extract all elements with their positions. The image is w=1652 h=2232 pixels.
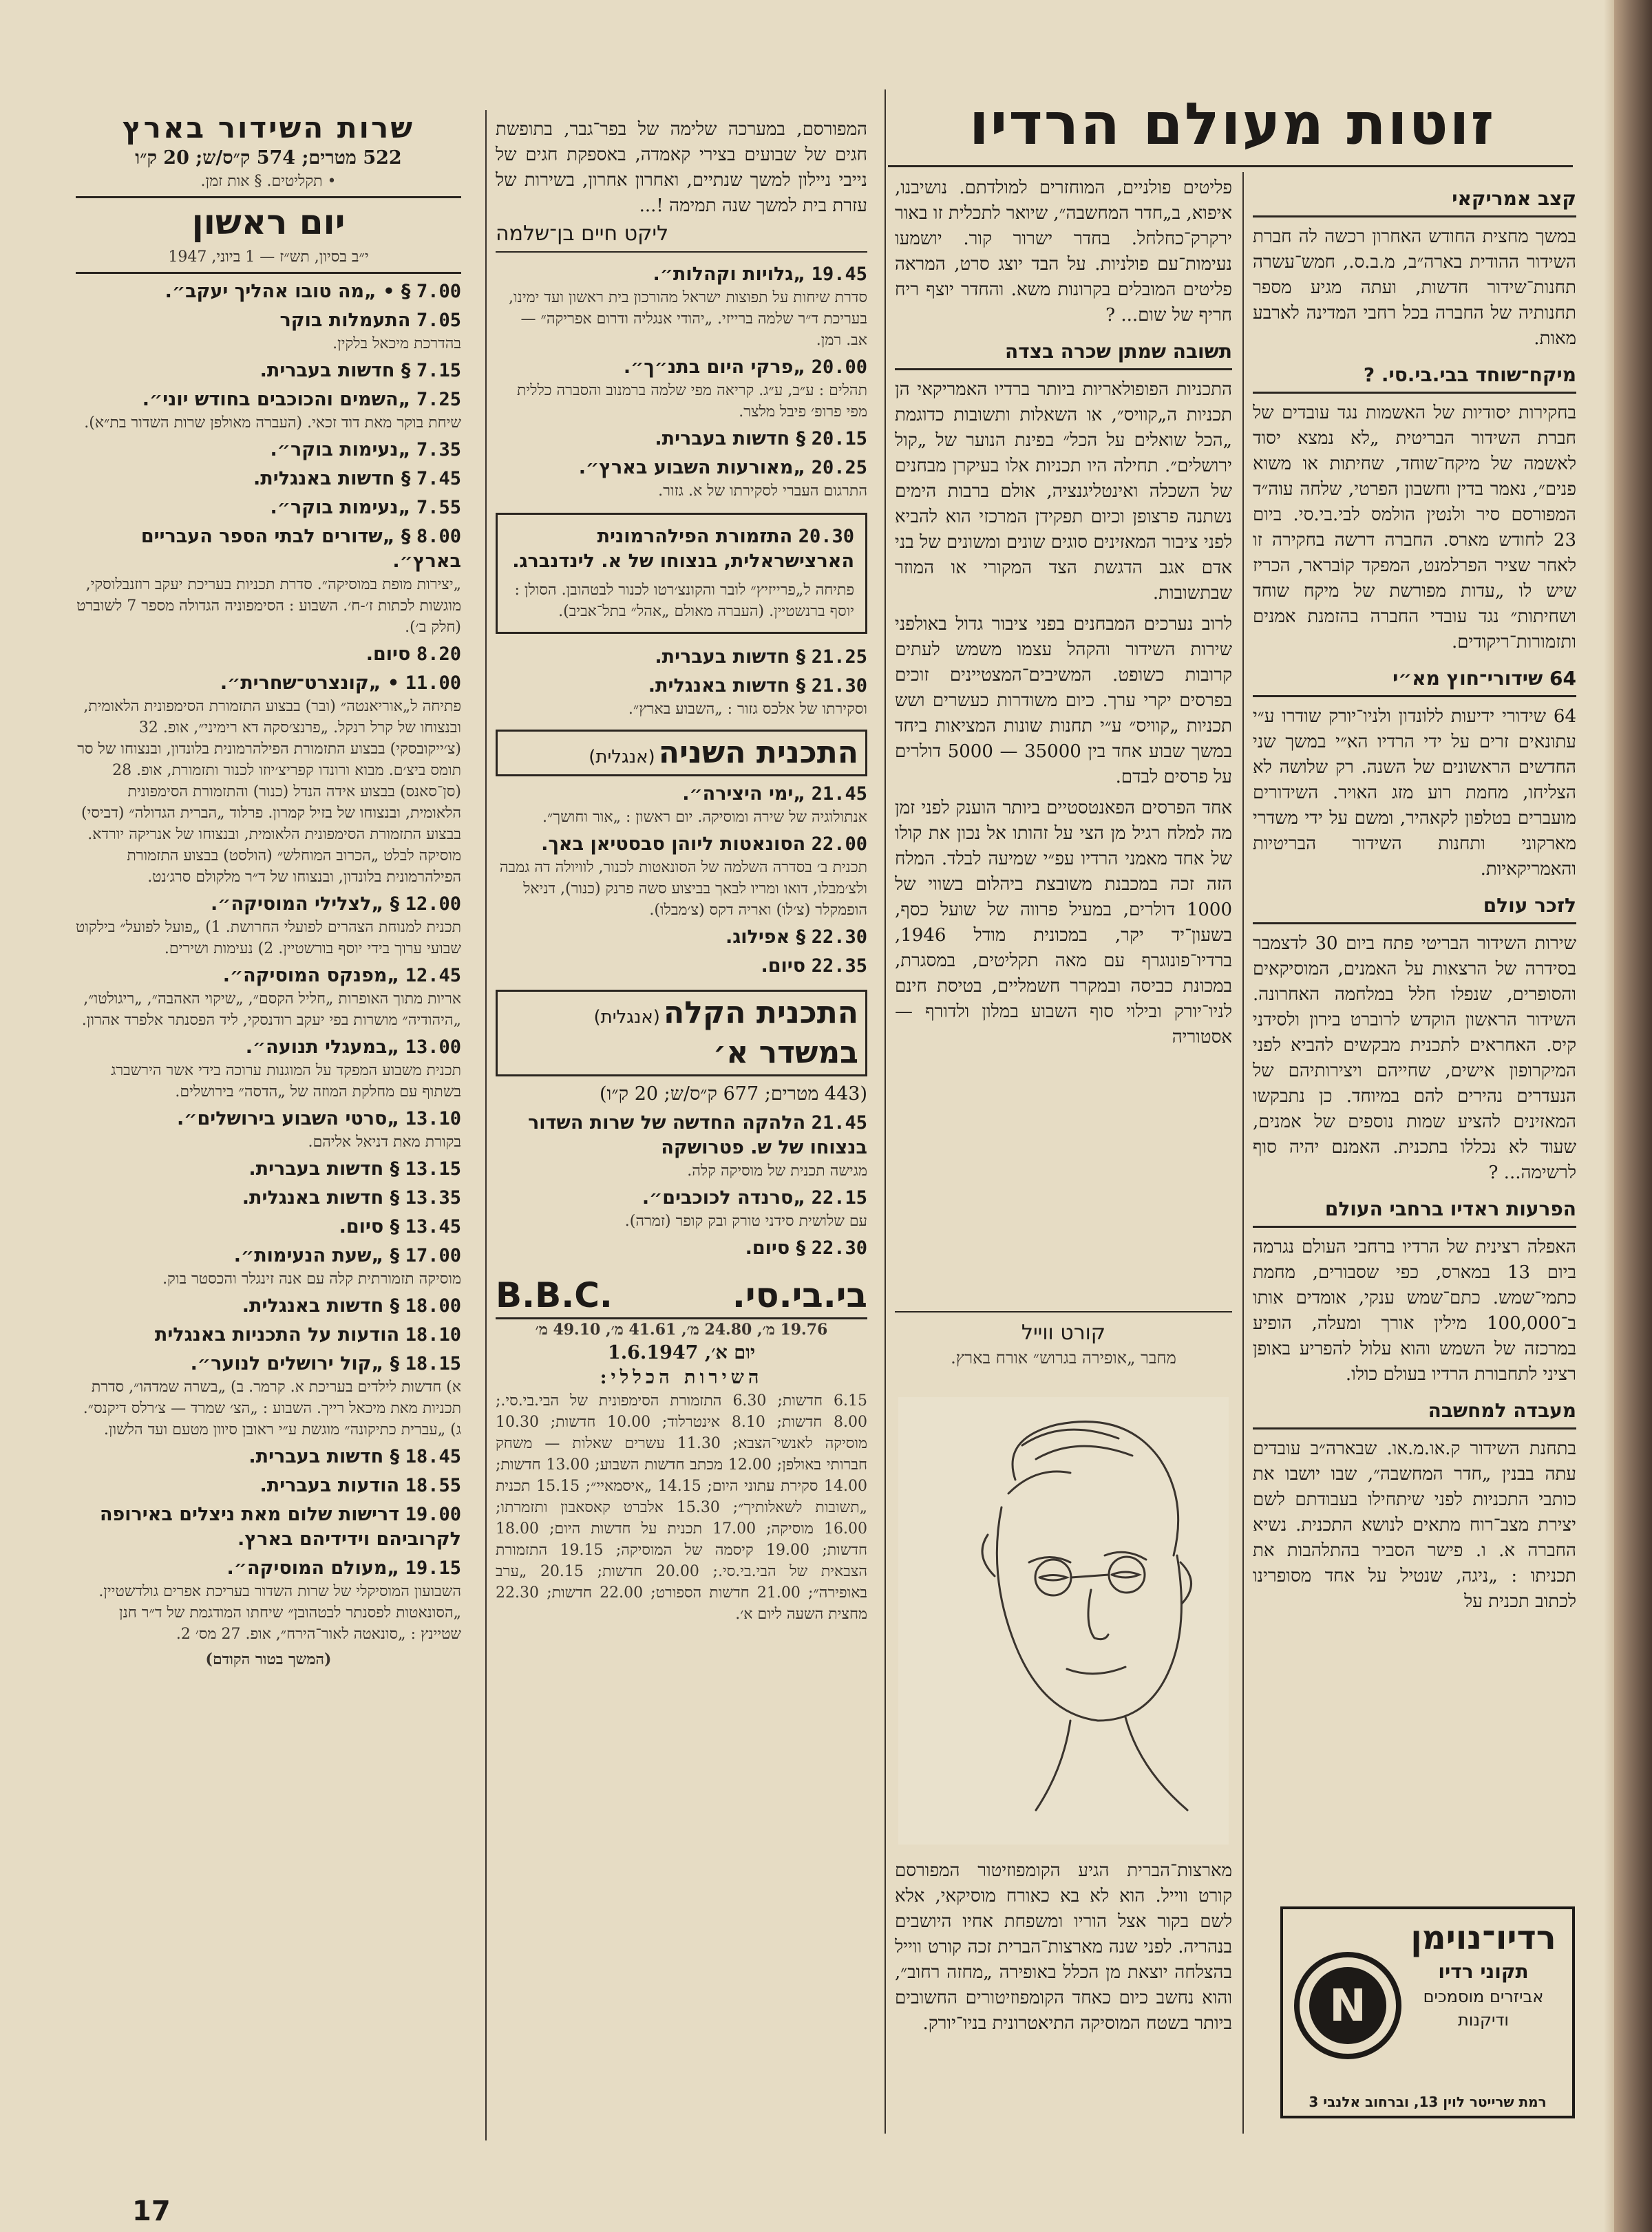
program-title: „השמים והכוכבים בחודש יוני״.	[142, 389, 411, 410]
program-item	[496, 954, 867, 979]
program-title: § • „מה טובו אהליך יעקב״.	[165, 281, 411, 302]
feature-intro: פליטים פולניים, המוחזרים למולדתם. נושיבנו, איפוא, ב„חדר המחשבה״, שיואר לתכלית זו באור ירקרק־כחלחל. בחדר ישרור קור. יושמעו נעימות־עם פולניות. על הבד יוצג סרט, המראה פליטים המובלים בקרונות משא. והחדר יוצף ריח חריף של שום... ?	[895, 178, 1232, 326]
credit-line: ליקט חיים בן־שלמה	[496, 222, 669, 246]
program-title: § חדשות בעברית.	[248, 1446, 400, 1467]
program-title: § אפילוג.	[725, 926, 806, 948]
program-time: 7.00	[416, 281, 461, 302]
program-title: „מפנקס המוסיקה״.	[222, 965, 400, 986]
program-title: § חדשות בעברית.	[260, 360, 411, 381]
program-item	[76, 1556, 461, 1581]
program-desc: שיחת בוקר מאת דוד זכאי. (העברה מאולפן שרות השדור בת״א).	[84, 414, 461, 432]
program-time: 8.20	[416, 644, 461, 665]
program-time: 7.15	[416, 360, 461, 381]
program-time: 20.00	[811, 357, 867, 378]
program-item	[76, 1035, 461, 1060]
program-time: 18.00	[405, 1295, 461, 1317]
program-time: 22.00	[811, 833, 867, 855]
feature-text: לרוב נערכים המבחנים בפני ציבור גדול באולפני שירות השידור והקהל עצמו משמש לעתים קרובות כשופט. המשיבים־המצטיינים זוכים בפרסים יקרי ערך. כיום משודרות כעשרים ושש תכניות „קוויס״ ע״י תחנות שונות המציאות ביחד במשך שבוע אחד בין 35000 — 5000 דולרים על פרסים לבדם.	[895, 614, 1232, 787]
program-item	[76, 308, 461, 333]
program-desc: „יצירות מופת במוסיקה״. סדרת תכניות בעריכת יעקב רוזנבלוסקי, מוגשות לכתות ז׳-ח׳. השבוע : הסימפוניה הגדולה מספר 7 לשוברט (חלק ב׳).	[76, 576, 461, 636]
program-title: • „קונצרט־שחרית״.	[220, 672, 400, 694]
service-freq: 522 מטרים; 574 ק״ס/ש; 20 ק״ו	[135, 147, 402, 169]
program-desc: בהדרכת מיכאל בלקין.	[332, 335, 461, 352]
program-time: 21.25	[811, 646, 867, 668]
program-desc: א) חדשות לילדים בעריכת א. קרמר. ב) „בשרה שמדהו״, סדרת תכניות מאת מיכאל רייך. השבוע : „הצ׳ שמרד — צ׳רלס דיקנס״. ג) „עברית כתיקונה״ מוגשת ע״י ראובן סיוון מטעם ועד הלשון.	[83, 1379, 461, 1438]
program-title: § „לצלילי המוסיקה״.	[211, 893, 400, 915]
program-desc: אריות מתוך האופרות „חליל הקסם״, „שיקוי האהבה״, „ריגולטו״, „היהודיה״ מושרות בפי יעקב רודנסקי, ליד הפסנתר אלפרד אהרון.	[81, 990, 461, 1029]
feature-column	[895, 176, 1232, 1304]
program-title: § חדשות באנגלית.	[242, 1295, 400, 1317]
column-rule	[1242, 172, 1244, 2134]
program-item	[76, 524, 461, 574]
feature-title: תשובה שמתן שכרה בצדה	[895, 335, 1232, 370]
program-time: 21.45	[811, 1112, 867, 1134]
day-title: יום ראשון	[191, 202, 346, 242]
program-time: 18.45	[405, 1446, 461, 1467]
program-time: 22.35	[811, 955, 867, 977]
divider	[496, 251, 867, 253]
program-time: 19.15	[405, 1558, 461, 1579]
program-list	[496, 1111, 867, 1261]
program-title: „סרנדה לכוכבים״.	[642, 1187, 806, 1209]
bbc-freq: 19.76 מ׳, 24.80 מ׳, 41.61 מ׳, 49.10 מ׳	[535, 1321, 828, 1339]
program-list	[76, 279, 461, 1645]
bbc-header	[496, 1273, 867, 1319]
light-program-lang: (אנגלית)	[593, 1007, 660, 1028]
program-item	[76, 1107, 461, 1131]
program-title: הלהקה החדשה של שרות השדור בנצוחו של ש. פטרושקה	[527, 1112, 867, 1158]
column-rule	[885, 89, 886, 2134]
program-desc: וסקירתו של אלכס גזור : „השבוע בארץ״.	[628, 701, 867, 718]
program-item	[76, 642, 461, 667]
program-title: „ימי היצירה״.	[682, 783, 806, 805]
schedule-column-left	[76, 110, 461, 2147]
program-title: § חדשות בעברית.	[248, 1158, 400, 1180]
program-desc: תהלים : ע״ב, ע״ג. קריאה מפי שלמה ברמנוב והסברה כללית מפי פרופ׳ פיבל מלצר.	[517, 382, 867, 421]
program-title: דרישות שלום מאת ניצלים באירופה לקרוביהם וידידיהם בארץ.	[99, 1504, 461, 1550]
day-date: י״ב בסיון, תש״ז — 1 ביוני, 1947	[76, 246, 461, 274]
masthead-title: זוטות מעולם הרדיו	[968, 90, 1496, 158]
program-item	[76, 1186, 461, 1211]
program-list	[496, 645, 867, 720]
program-title: § חדשות באנגלית.	[648, 675, 806, 697]
program-time: 22.30	[811, 1237, 867, 1259]
photo-caption	[895, 1318, 1232, 1394]
program-title: סיום.	[366, 644, 411, 665]
program-desc: בקורת מאת דניאל אליהם.	[308, 1134, 461, 1151]
program-desc: עם שלושית סידני טורק ובק קופר (זמרה).	[624, 1213, 867, 1230]
program-item	[76, 279, 461, 304]
ad-brand: רדיו־נוימן	[1410, 1919, 1556, 1957]
program-item	[496, 674, 867, 699]
program-title: „מעולם המוסיקה״.	[226, 1558, 400, 1579]
continued-note: (המשך בטור הקודם)	[205, 1650, 332, 1668]
program-title: הסונאטות ליוהן סבסטיאן באך.	[541, 833, 806, 855]
program-time: 12.45	[405, 965, 461, 986]
second-program-title: התכנית השניה	[658, 735, 858, 770]
page-number: 17	[132, 2196, 171, 2227]
svg-text:N: N	[1329, 1981, 1366, 2032]
service-title: שרות השידור בארץ	[122, 111, 415, 145]
program-time: 19.45	[811, 264, 867, 285]
program-title: „סרטי השבוע בירושלים״.	[177, 1108, 400, 1129]
service-legend: • תקליטים. § אות זמן.	[76, 171, 461, 198]
program-time: 13.10	[405, 1108, 461, 1129]
program-item	[496, 1186, 867, 1211]
section-title: 64 שידורי־חוץ מא״י	[1253, 662, 1576, 697]
program-item	[76, 359, 461, 383]
section-title: קצב אמריקאי	[1253, 182, 1576, 217]
section-text: האפלה רצינית של הרדיו ברחבי העולם נגרמה ביום 13 במארס, כפי שסבורים, מחמת כתמי־שמש. כתם־שמש ענקי, אומדים אותו ב־100,000 מילין אורך ומעלה, הופיע במרכזה של השמש והוא עלול להפריע באופן רציני לתחבורת הרדיו בעולם כולו.	[1253, 1237, 1576, 1385]
light-program-header	[496, 990, 867, 1076]
program-desc: מגישה תכנית של מוסיקה קלה.	[687, 1162, 867, 1180]
program-title: § „שעת הנעימות״.	[233, 1245, 400, 1266]
program-item	[496, 355, 867, 380]
radio-logo-icon	[1293, 1951, 1403, 2061]
light-program-title: התכנית הקלה	[664, 995, 858, 1030]
second-program-lang: (אנגלית)	[589, 747, 655, 767]
ad-address: רמת שרייטר לוין 13, וברחוב אלנבי 3	[1309, 2094, 1547, 2110]
program-title: הודעות בעברית.	[260, 1475, 400, 1496]
program-time: 21.30	[811, 675, 867, 697]
program-time: 13.45	[405, 1216, 461, 1237]
program-item	[76, 1244, 461, 1268]
program-time: 13.35	[405, 1187, 461, 1209]
caption-sub: מחבר „אופירה בגרוש״ אורח בארץ.	[951, 1348, 1176, 1368]
section-title: הפרעות ראדיו ברחבי העולם	[1253, 1193, 1576, 1228]
feature-text: התכניות הפופולאריות ביותר ברדיו האמריקאי הן תכניות ה„קוויס״, או השאלות ותשובות כדוגמת „הכל שואלים על הכל״ בפינת הנוער של „קול ירושלים״. תחילה היו תכניות אלו בעיקרן מבחנים של השכלה ואינטליגנציה, אולם ברבות הימים נשתנה פרצופן וכיום תפקידן המרכזי הוא להביא לפני ציבור המאזינים סוגים שונים ומשונים של בני אדם אגב הדגשת הצד המקורי או המוזר שבתשובות.	[895, 379, 1232, 604]
program-desc: השבועון המוסיקלי של שרות השדור בעריכת אפרים גולדשטיין. „הסונאטות לפסנתר לבטהובן״ שיחתו המודגמת של ד״ר חנן שטיינץ : „סונאטה לאור־הירח״, אופ. 27 מס׳ 2.	[98, 1583, 461, 1643]
ad-line: ודיקנות	[1458, 2010, 1509, 2030]
program-time: 11.00	[405, 672, 461, 694]
column-rule	[485, 110, 487, 2140]
program-desc: תכנית למנוחת הצהרים לפועלי החרושת. 1) „פועל לפועל״ בילקוט שבועי ערוך בידי יוסף בורשטיין. 2) נעימות ושירים.	[76, 919, 461, 957]
program-title: § חדשות באנגלית.	[253, 468, 411, 489]
program-time: 19.00	[405, 1504, 461, 1525]
program-time: 13.15	[405, 1158, 461, 1180]
section-title: מעבדה למחשבה	[1253, 1394, 1576, 1429]
program-item	[76, 1294, 461, 1319]
program-title: § „קול ירושלים לנוער״.	[190, 1353, 400, 1374]
news-column	[1253, 176, 1576, 2130]
caption-text: מארצות־הברית הגיע הקומפוזיטור המפורסם קורט ווייל. הוא לא בא כאורח מוסיקאי, אלא לשם בקור אצל הוריו ומשפחת אחיו היושבים בנהריה. לפני שנה מארצות־הברית זכה קורט ווייל בהצלחה יוצאת מן הכלל באופירה „מחזה רחוב״, והוא נחשב כיום כאחד הקומפוזיטורים החשובים ביותר בשטח המוסיקה התיאטרונית בניו־יורק.	[895, 1860, 1232, 2034]
program-list	[496, 262, 867, 502]
program-item	[496, 645, 867, 670]
program-title: „פרקי היום בתנ״ך״.	[623, 357, 806, 378]
program-time: 22.15	[811, 1187, 867, 1209]
program-desc: תכנית ב׳ בסדרה השלמה של הסונאטות לכנור, לוויולה דה גמבה ולצ׳מבלו, דואו ומריו לבאך בביצוע סשה פרנק (כנור), דניאל הופמקלר (צ׳לו) ואריה דקס (צ׳מבלו).	[499, 859, 867, 919]
program-item	[76, 1445, 461, 1469]
program-desc: התרגום העברי לסקירתו של א. גזור.	[658, 482, 867, 500]
program-title: סיום.	[761, 955, 806, 977]
program-item	[496, 456, 867, 480]
schedule-column-middle	[496, 117, 867, 2140]
section-text: בחקירות יסודיות של האשמות נגד עובדים של חברת השידור הבריטית „לא נמצא יסוד לאשמה של מיקח־שוחד, שחיתות או משוא פנים״, נאמר בדין וחשבון הפרטי, שלחה עוה״ד המפורסם סיר ולנטין הולמס לבי.בי.סי. ביום 23 לחודש מארס. החברה דרשה בחקירה זו לאחר שציר הפרלמנט, המפקד קוֹבראר, הכריז שיש לו „עדות מפורשת של מיקח שוחד ושחיתות״ נגד עובדי החברה בהזמנת אמנים ותזמורות־ריקודים.	[1253, 403, 1576, 652]
program-item	[496, 925, 867, 950]
program-item	[76, 1323, 461, 1348]
program-time: 8.00	[416, 526, 461, 547]
program-item	[76, 964, 461, 988]
program-desc: תכנית משבוע המפקד על המוגנות ערוכה בידי אשר הירשברג בשתוף עם מחלקת המוזה של „הדסה״ בירושלים.	[111, 1062, 461, 1101]
section-text: בתחנת השידור ק.או.מ.או. שבארה״ב עובדים עתה בבנין „חדר המחשבה״, שבו יושבו את כותבי התכניות לפני שיתחילו בעבודתם לשם יצירת מצב־רוח מתאים לנושא התכנית. נשיא החברה א. ו. פישר הסביר בהתלהבות את תכניתו : „ניגה, שנטיל על אחד מסופרינו לכתוב תכנית על	[1253, 1438, 1576, 1612]
program-desc: אנתולוגיה של שירה ומוסיקה. יום ראשון : „אור וחושך״.	[542, 809, 867, 826]
program-item	[76, 1352, 461, 1377]
program-item	[496, 1111, 867, 1160]
advertisement	[1280, 1906, 1575, 2118]
program-time: 7.55	[416, 497, 461, 518]
light-program-freq: (443 מטרים; 677 ק״ס/ש; 20 ק״ו)	[599, 1083, 867, 1105]
light-program-sub: במשדר א׳	[712, 1035, 858, 1070]
program-item	[76, 387, 461, 412]
book-spine	[1614, 0, 1652, 2232]
portrait-sketch-image	[898, 1397, 1229, 1845]
section-text: במשך מחצית החודש האחרון רכשה לה חברת השידור ההודית בארה״ב, מ.ב.ס., חמש־עשרה תחנות־שידור חדשות, ועתה מגיע מספר תחנותיה של החברה בכל רחבי המדינה לארבע מאות.	[1253, 226, 1576, 349]
program-title: § סיום.	[745, 1237, 806, 1259]
program-time: 20.30	[798, 526, 854, 547]
caption-name: קורט ווייל	[1021, 1321, 1106, 1345]
section-title: לזכר עולם	[1253, 889, 1576, 924]
bbc-date: 1.6.1947	[607, 1342, 699, 1363]
program-time: 7.05	[416, 310, 461, 331]
program-time: 21.45	[811, 783, 867, 805]
program-title: „נעימות בוקר״.	[270, 439, 411, 460]
program-item	[76, 892, 461, 917]
continued-text: המפורסם, במערכה שלימה של בפר־גבר, בתופשת חגים של שבועים בצירי קאמדה, באספקת חגים של נייבי ניילון למשך שנתיים, ואחרון אחרון, בשירות של עזרת בית למשך שנה תמימה !...	[496, 119, 867, 216]
program-time: 12.00	[405, 893, 461, 915]
program-list	[496, 782, 867, 979]
program-title: „מאורעות השבוע בארץ״.	[578, 457, 806, 478]
program-desc: פתיחה ל„אוריאנטה״ (ובר) בבצוע התזמורת הסימפונית הלאומית, ובנצוחו של קרל רנקל. „פרנצ׳סקה דא רימיני״, אופ. 32 (צ׳ייקובסקי) בבצוע התזמורת הפילהרמונית בלונדון, ובנצוחו של סר תומס ביצ׳ם. מבוא ורונדו קפריצ׳יוזו לכנור ותזמורת, אופ. 28 (סן־סאנס) בבצוע אידה הנדל (כנור) והתזמורת הסימפונית הלאומית, ובנצוחו של בזיל קמרון. פרלוד „הברית הגדולה״ (דביסי) בבצוע התזמורת הסימפונית הלאומית, ובנצוחו של אנריקה יורדא. מוסיקה לבלט „הכרוב המוחלש״ (הולסט) בבצוע התזמורת הפילהרמונית בלונדון, ובנצוחו של ד״ר מלקולם סרג׳נט.	[77, 698, 461, 886]
program-time: 7.35	[416, 439, 461, 460]
program-time: 17.00	[405, 1245, 461, 1266]
ad-line: תקוני רדיו	[1438, 1960, 1529, 1983]
program-item	[496, 427, 867, 451]
program-title: § „שדורים לבתי הספר העבריים בארץ״.	[140, 526, 461, 572]
program-item	[496, 832, 867, 857]
program-desc: סדרת שיחות על תפוצות ישראל מהורכון בית ראשון ועד ימינו, בעריכת ד״ר שלמה ברייזי. „יהודי אנגליה ודרום אפריקה״ — אב. רמן.	[509, 289, 867, 349]
second-program-header	[496, 730, 867, 776]
program-title: § חדשות בעברית.	[655, 646, 806, 668]
section-text: 64 שידורי ידיעות ללונדון ולניו־יורק שודרו ע״י עתונאים זרים על ידי הרדיו הא״י במשך שני החדשים הראשונים של השנה. רק שלושה לא הצליחו, מחמת רוע מזג האויר. השידורים מועברים בטלפון לקאהיר, ומשם על ידי משדרי מארקוני ותחנות השידור הבריטיות והאמריקאיות.	[1253, 706, 1576, 880]
bbc-schedule-text: 6.15 חדשות; 6.30 התזמורת הסימפונית של הבי.בי.סי.; 8.00 חדשות; 8.10 אינטרלוד; 10.00 חדשות; 10.30 מוסיקה לאנשי־הצבא; 11.30 עשרים שאלות — משחק חברותי באולפן; 12.00 מכתב חדשות השבוע; 13.00 חדשות; 14.00 סקירת עתוני היום; 14.15 „איסמאיי״; 15.15 תכנית „תשובות לשאלותיך״; 15.30 אלברט קאסאבון ותזמרתו; 16.00 מוסיקה; 17.00 תכנית על חדשות היום; 18.00 חדשות; 19.00 קיסמה של המוסיקה; 19.15 התזמורת הצבאית של הבי.בי.סי.; 20.00 חדשות; 20.15 „ערב באופירה״; 21.00 חדשות הספורט; 22.00 חדשות; 22.30 מחצית השעה ליום א׳.	[496, 1392, 867, 1623]
program-item	[76, 671, 461, 696]
program-title: התזמורת הפילהרמונית הארצישראלית, בנצוחו של א. לינדנברג.	[512, 526, 854, 572]
program-title: § חדשות באנגלית.	[242, 1187, 400, 1209]
program-title: § חדשות בעברית.	[655, 428, 806, 449]
program-time: 18.15	[405, 1353, 461, 1374]
program-item	[496, 262, 867, 287]
program-time: 18.10	[405, 1324, 461, 1346]
bbc-service: השירות הכללי:	[600, 1367, 763, 1388]
program-time: 18.55	[405, 1475, 461, 1496]
feature-text: אחד הפרסים הפאנטסטיים ביותר הוענק לפני זמן מה למלח רגיל מן הצי על זהותו אל נכון את קולו של אחד מאמני הרדיו עפ״י שמיעה לבלד. המלח הזה זכה במכבנת משובצת ביהלום בשווי של 1000 דולרים, במעיל פרווה של שועל כסף, בשעון־יד יקר, במכונית מודל 1946, ברדיו־פונוגרף עם מאה תקליטים, במסגרת, במכונת כביסה ובמקרר חשמליים, בטיסת חינם לניו־יורק ובילוי סוף השבוע במלון ולדורף — אסטוריה	[895, 798, 1232, 1048]
photo-text	[895, 1858, 1232, 2134]
program-title: הודעות על התכניות באנגלית	[154, 1324, 400, 1346]
program-time: 22.30	[811, 926, 867, 948]
program-time: 20.25	[811, 457, 867, 478]
program-desc: פתיחה ל„פרייזיץ״ לובר והקונצ׳רטו לכנור לבטהובן. הסולן : יוסף ברנשטיין. (העברה מאולם „אהל״ בתל־אביב).	[514, 582, 854, 620]
featured-program-box	[496, 513, 867, 634]
program-item	[76, 467, 461, 491]
program-item	[76, 438, 461, 463]
program-time: 7.25	[416, 389, 461, 410]
program-item	[76, 1215, 461, 1240]
program-title: „במעגלי תנועה״.	[245, 1037, 400, 1058]
program-title: „נעימות בוקר״.	[270, 497, 411, 518]
program-title: התעמלות בוקר	[279, 310, 411, 331]
program-time: 13.00	[405, 1037, 461, 1058]
program-time: 20.15	[811, 428, 867, 449]
section-text: שירות השידור הבריטי פתח ביום 30 לדצמבר בסידרה של הרצאות על האמנים, המוסיקאים והסופרים, שנפלו חלל במלחמה האחרונה. השידור הראשון הוקדש לרוברט בירון ולסידני קיס. האחראים לתכנית מבקשים להביא לפני המיקרופון אישים, שחייהם ויצירותיהם של הנעדרים נהירים להם במיוחד. כן נתבקשו המאזינים להציע שמות נוספים של אמנים, שעוד לא נכללו בתכנית. האמנם יהיה סוף לרשימה... ?	[1253, 933, 1576, 1183]
program-item	[76, 1157, 461, 1182]
program-item	[496, 1236, 867, 1261]
program-item	[496, 782, 867, 807]
program-desc: מוסיקה תזמורתית קלה עם אנה זינגלר והכסטר בוק.	[162, 1271, 461, 1288]
bbc-title: בי.בי.סי.	[732, 1275, 867, 1315]
program-item	[76, 1474, 461, 1498]
program-title: § סיום.	[339, 1216, 400, 1237]
program-item	[76, 1502, 461, 1552]
bbc-day: יום א׳,	[704, 1342, 756, 1363]
program-time: 7.45	[416, 468, 461, 489]
caption-rule	[895, 1311, 1232, 1312]
ad-line: אביזרים מוסמכים	[1423, 1987, 1544, 2006]
masthead-rule	[888, 165, 1573, 167]
program-item	[76, 496, 461, 520]
program-title: „גלויות וקהלות״.	[653, 264, 806, 285]
bbc-latin: B.B.C.	[496, 1275, 613, 1315]
section-title: מיקח־שוחד בבי.בי.סי. ?	[1253, 359, 1576, 394]
